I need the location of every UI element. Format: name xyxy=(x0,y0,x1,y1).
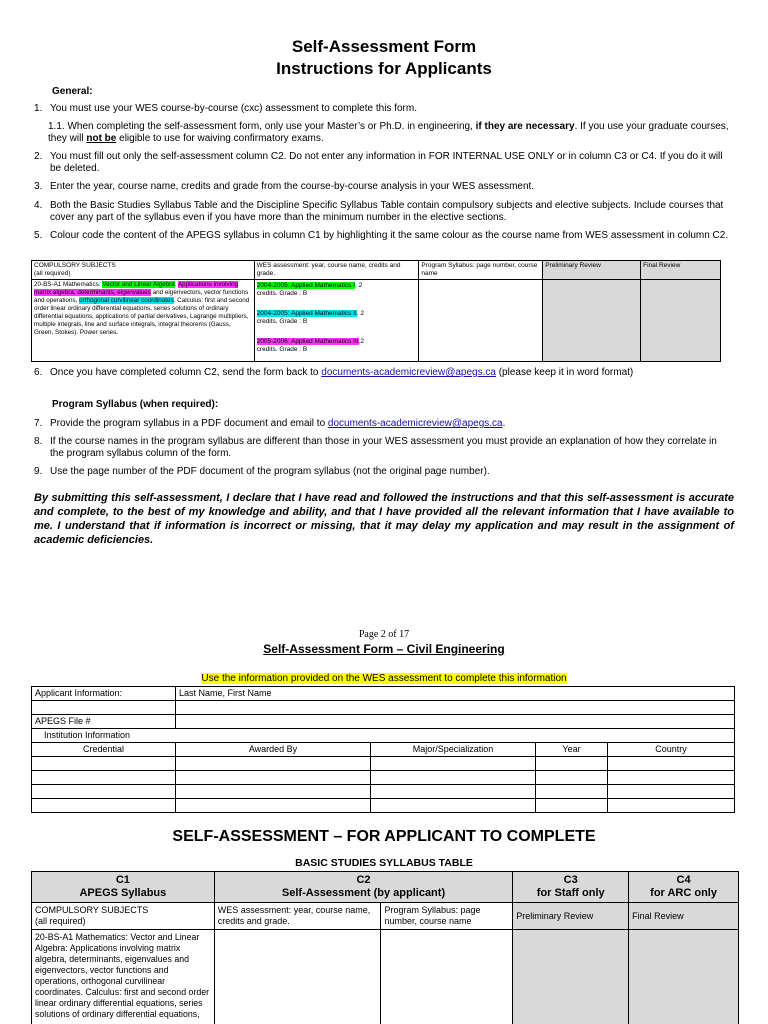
applicant-info-label: Applicant Information: xyxy=(32,687,176,701)
country-cell[interactable] xyxy=(608,771,735,785)
email-link[interactable]: documents-academicreview@apegs.ca xyxy=(321,367,496,378)
c4-header: C4 for ARC only xyxy=(629,872,739,903)
wes-notice: Use the information provided on the WES assessment to complete this information xyxy=(201,673,567,684)
list-item: 5. Colour code the content of the APEGS syllabus in column C1 by highlighting it the same colour as the course name from WES assessment in column C2. xyxy=(34,230,729,241)
major-cell[interactable] xyxy=(371,785,536,799)
name-field-line[interactable] xyxy=(176,701,735,715)
list-item: 1. You must use your WES course-by-course (cxc) assessment to complete this form. xyxy=(34,103,417,114)
example-wes-cell: 2004-2005: Applied Mathematics I, 2 credits. Grade : B 2004-2005: Applied Mathematics II, 2 credits. Grade : B 2005-2006: Applied Mathematics III,2 credits. Grade : B xyxy=(254,280,419,362)
credential-cell[interactable] xyxy=(32,799,176,813)
wes-label: WES assessment: year, course name, credits and grade. xyxy=(214,903,381,930)
email-link[interactable]: documents-academicreview@apegs.ca xyxy=(327,418,503,429)
final-review-label: Final Review xyxy=(629,903,739,930)
major-cell[interactable] xyxy=(371,771,536,785)
year-cell[interactable] xyxy=(536,799,608,813)
general-heading: General: xyxy=(52,86,93,97)
list-item: 1.1. When completing the self-assessment form, only use your Master’s or Ph.D. in engineering, if they are necessary. If you use your graduate courses, they will not be eligible to use for waiving confirmatory exams. xyxy=(48,121,729,144)
form-subtitle: Instructions for Applicants xyxy=(276,59,492,78)
col-year: Year xyxy=(536,743,608,757)
form-title: Self-Assessment Form xyxy=(291,37,477,56)
major-cell[interactable] xyxy=(371,757,536,771)
preliminary-review-label: Preliminary Review xyxy=(513,903,629,930)
program-syllabus-label: Program Syllabus: page number, course name xyxy=(381,903,513,930)
c1-header: C1 APEGS Syllabus xyxy=(32,872,215,903)
list-item: 2. You must fill out only the self-assessment column C2. Do not enter any information in FOR INTERNAL USE ONLY or in column C3 or C4. If you do it will be deleted. xyxy=(34,151,723,174)
declaration-text: By submitting this self-assessment, I declare that I have read and followed the instructions and that this self-assessment is accurate and complete, to the best of my knowledge and ability, and that I have provided all the relevant information that I have available to me. I understand that if information is incorrect or missing, that it may delay my application and may result in the assignment of academic deficiencies. xyxy=(34,492,734,546)
c2-header: C2 Self-Assessment (by applicant) xyxy=(214,872,513,903)
example-header-c4: Preliminary Review xyxy=(543,261,641,280)
year-cell[interactable] xyxy=(536,771,608,785)
example-program-cell xyxy=(419,280,543,362)
basic-studies-table xyxy=(31,871,739,1024)
compulsory-label: COMPULSORY SUBJECTS (all required) xyxy=(32,903,215,930)
list-item: 4. Both the Basic Studies Syllabus Table and the Discipline Specific Syllabus Table contain compulsory subjects and elective subjects. Include courses that cover any part of the syllabus even if you have more than the minimum number in the elective sections. xyxy=(34,200,724,223)
civil-form-title: Self-Assessment Form – Civil Engineering xyxy=(263,642,505,656)
list-item: 7. Provide the program syllabus in a PDF document and email to documents-academicreview@apegs.ca. xyxy=(34,418,506,429)
year-cell[interactable] xyxy=(536,785,608,799)
page-number: Page 2 of 17 xyxy=(358,629,410,640)
awarded-cell[interactable] xyxy=(176,757,371,771)
example-header-c1: COMPULSORY SUBJECTS (all required) xyxy=(32,261,255,280)
col-credential: Credential xyxy=(32,743,176,757)
awarded-cell[interactable] xyxy=(176,799,371,813)
institution-label: Institution Information xyxy=(32,729,735,743)
syllabus-math-cell: 20-BS-A1 Mathematics: Vector and Linear Algebra: Applications involving matrix algebra, determinants, eigenvalues and eigenvectors, vector functions and operations, orthogonal curvilinear coordinates. Calculus: first and second order linear ordinary differential equations, series solutions of ordinary differential equations, xyxy=(32,930,215,1024)
col-awarded-by: Awarded By xyxy=(176,743,371,757)
arc-review-cell xyxy=(629,930,739,1024)
example-header-c5: Final Review xyxy=(641,261,721,280)
credential-cell[interactable] xyxy=(32,757,176,771)
example-table xyxy=(31,260,721,362)
country-cell[interactable] xyxy=(608,757,735,771)
year-cell[interactable] xyxy=(536,757,608,771)
list-item: 8. If the course names in the program syllabus are different than those in your WES assessment you must provide an explanation of how they correlate in the program syllabus column of the form. xyxy=(34,436,717,459)
file-number-field[interactable] xyxy=(176,715,735,729)
list-item: 6. Once you have completed column C2, send the form back to documents-academicreview@apegs.ca (please keep it in word format) xyxy=(34,367,634,378)
staff-review-cell xyxy=(513,930,629,1024)
self-assessment-heading: SELF-ASSESSMENT – FOR APPLICANT TO COMPLETE xyxy=(172,828,596,845)
wes-input-cell[interactable] xyxy=(214,930,381,1024)
program-input-cell[interactable] xyxy=(381,930,513,1024)
basic-studies-table-title: BASIC STUDIES SYLLABUS TABLE xyxy=(295,857,473,869)
example-final-cell xyxy=(641,280,721,362)
example-prelim-cell xyxy=(543,280,641,362)
applicant-info-spacer xyxy=(32,701,176,715)
example-header-c3: Program Syllabus: page number, course name xyxy=(419,261,543,280)
credential-cell[interactable] xyxy=(32,785,176,799)
country-cell[interactable] xyxy=(608,799,735,813)
awarded-cell[interactable] xyxy=(176,785,371,799)
file-label: APEGS File # xyxy=(32,715,176,729)
applicant-info-table xyxy=(31,686,735,813)
list-item: 9. Use the page number of the PDF document of the program syllabus (not the original page number). xyxy=(34,466,490,477)
c3-header: C3 for Staff only xyxy=(513,872,629,903)
awarded-cell[interactable] xyxy=(176,771,371,785)
major-cell[interactable] xyxy=(371,799,536,813)
col-country: Country xyxy=(608,743,735,757)
credential-cell[interactable] xyxy=(32,771,176,785)
list-item: 3. Enter the year, course name, credits and grade from the course-by-course analysis in your WES assessment. xyxy=(34,181,535,192)
program-heading: Program Syllabus (when required): xyxy=(52,399,219,410)
country-cell[interactable] xyxy=(608,785,735,799)
name-field[interactable]: Last Name, First Name xyxy=(176,687,735,701)
example-header-c2: WES assessment: year, course name, credits and grade. xyxy=(254,261,419,280)
example-syllabus-cell: 20-BS-A1 Mathematics: Vector and Linear Algebra: Applications involving matrix algebra, determinants, eigenvalues and eigenvectors, vector functions and operations, orthogonal curvilinear coordinates. Calculus: first and second order linear ordinary differential equations, series solutions of ordinary differential equations, applications of partial derivatives, Lagrange multipliers, multiple integrals, line and surface integrals, integral theorems (Gauss, Green, Stokes). Power series. xyxy=(32,280,255,362)
col-major: Major/Specialization xyxy=(371,743,536,757)
